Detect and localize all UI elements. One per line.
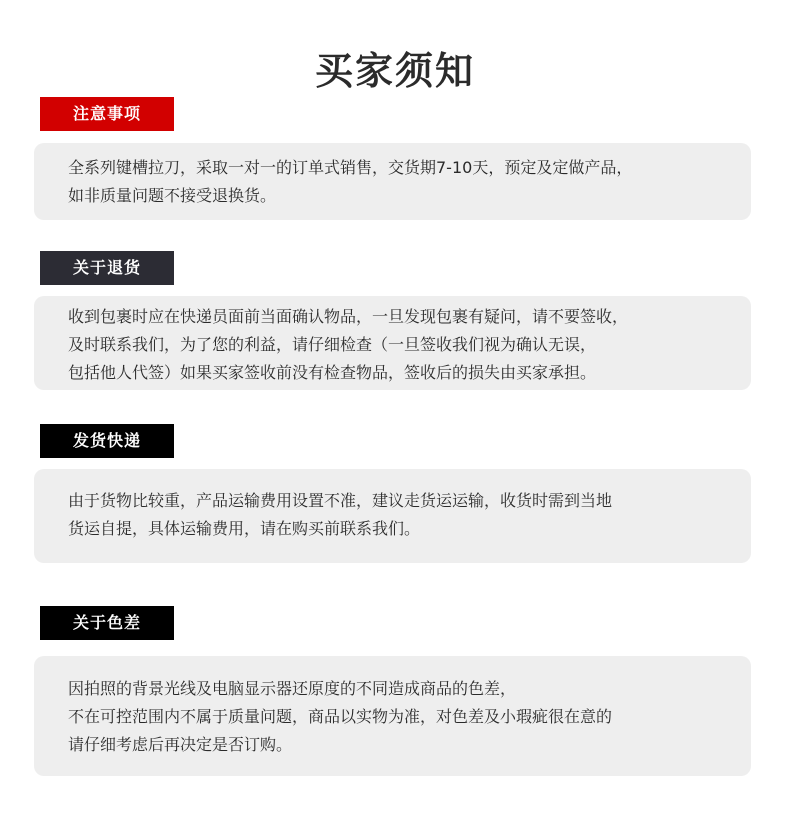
- section-box-returns: [34, 296, 751, 390]
- section-label-returns: 关于退货: [40, 251, 174, 285]
- section-box-notice: [34, 143, 751, 220]
- section-box-shipping: [34, 469, 751, 563]
- color-line-2: 不在可控范围内不属于质量问题，商品以实物为准，对色差及小瑕疵很在意的: [68, 707, 613, 726]
- color-line-1: 因拍照的背景光线及电脑显示器还原度的不同造成商品的色差，: [68, 679, 517, 698]
- section-box-color-difference: [34, 656, 751, 776]
- shipping-line-1: 由于货物比较重，产品运输费用设置不准，建议走货运运输，收货时需到当地: [68, 491, 613, 510]
- page-title: 买家须知: [314, 49, 475, 93]
- section-label-shipping: 发货快递: [40, 424, 174, 458]
- color-line-3: 请仔细考虑后再决定是否订购。: [68, 735, 293, 754]
- shipping-line-2: 货运自提，具体运输费用，请在购买前联系我们。: [68, 519, 421, 538]
- section-label-notice: 注意事项: [40, 97, 174, 131]
- section-label-color-difference: 关于色差: [40, 606, 174, 640]
- notice-line-1: 全系列键槽拉刀，采取一对一的订单式销售，交货期7-10天，预定及定做产品，: [68, 158, 633, 177]
- returns-line-2: 及时联系我们，为了您的利益，请仔细检查（一旦签收我们视为确认无误，: [68, 335, 597, 354]
- returns-line-1: 收到包裹时应在快递员面前当面确认物品，一旦发现包裹有疑问，请不要签收，: [68, 307, 629, 326]
- notice-line-2: 如非质量问题不接受退换货。: [68, 186, 277, 205]
- returns-line-3: 包括他人代签）如果买家签收前没有检查物品，签收后的损失由买家承担。: [68, 363, 597, 382]
